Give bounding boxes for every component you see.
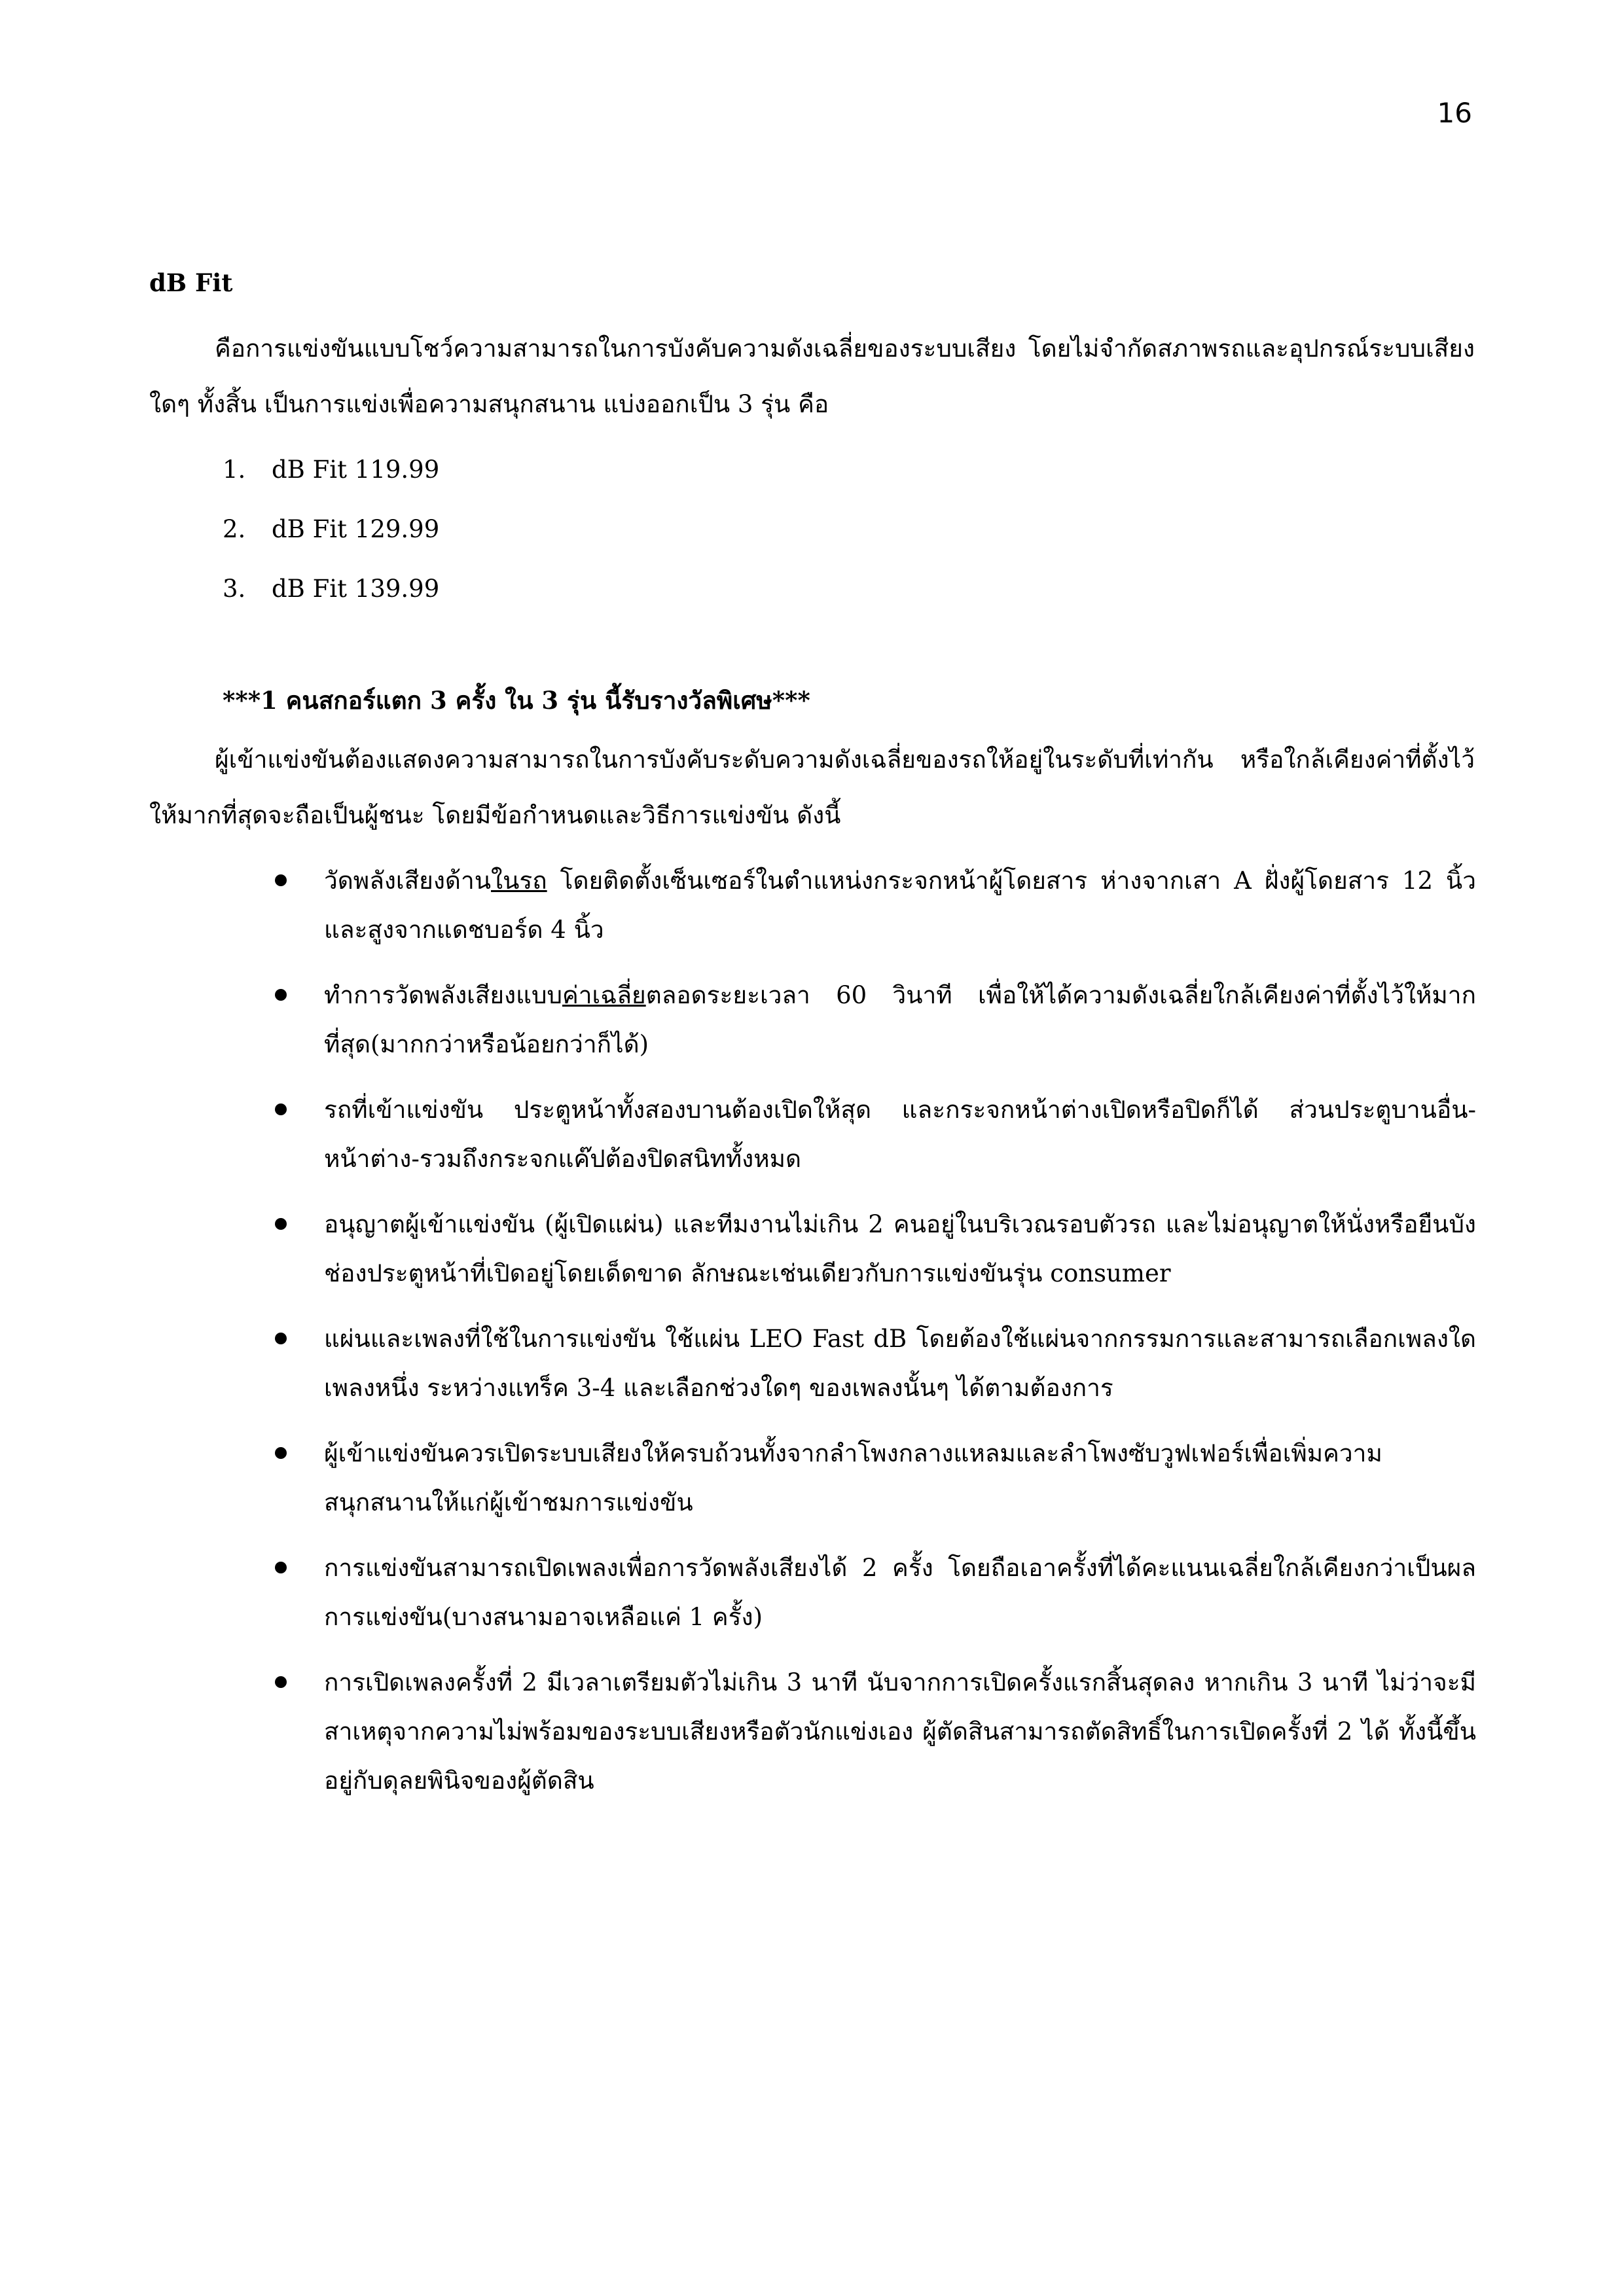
rule-item: การเปิดเพลงครั้งที่ 2 มีเวลาเตรียมตัวไม่เกิน 3 นาที นับจากการเปิดครั้งแรกสิ้นสุดลง หากเกิน 3 นาที ไม่ว่าจะมีสาเหตุจากความไม่พร้อมของระบบเสียงหรือตัวนักแข่งเอง ผู้ตัดสินสามารถตัดสิทธิ์ในการเปิดครั้งที่ 2 ได้ ทั้งนี้ขึ้นอยู่กับดุลยพินิจของผู้ตัดสิน [275,1658,1476,1805]
bullet-icon [275,874,287,886]
list-item [223,440,439,499]
rule-item: แผ่นและเพลงที่ใช้ในการแข่งขัน ใช้แผ่น LEO Fast dB โดยต้องใช้แผ่นจากกรรมการและสามารถเลือกเพลงใดเพลงหนึ่ง ระหว่างแทร็ค 3-4 และเลือกช่วงใดๆ ของเพลงนั้นๆ ได้ตามต้องการ [275,1314,1476,1412]
rule-item: วัดพลังเสียงด้านในรถ โดยติดตั้งเซ็นเซอร์ในตำแหน่งกระจกหน้าผู้โดยสาร ห่างจากเสา A ฝั่งผู้โดยสาร 12 นิ้ว และสูงจากแดชบอร์ด 4 นิ้ว [275,856,1476,954]
list-item [223,559,439,619]
bullet-icon [275,1447,287,1459]
class-label: dB Fit 119.99 [272,456,440,484]
list-number: 1. [223,456,246,484]
bullet-icon [275,1103,287,1115]
bullet-icon [275,1562,287,1573]
intro-paragraph: คือการแข่งขันแบบโชว์ความสามารถในการบังคับความดังเฉลี่ยของระบบเสียง โดยไม่จำกัดสภาพรถและอุปกรณ์ระบบเสียงใดๆ ทั้งสิ้น เป็นการแข่งเพื่อความสนุกสนาน แบ่งออกเป็น 3 รุ่น คือ [149,334,1475,418]
bullet-icon [275,1218,287,1230]
class-list [223,440,439,619]
rule-item: ทำการวัดพลังเสียงแบบค่าเฉลี่ยตลอดระยะเวลา 60 วินาที เพื่อให้ได้ความดังเฉลี่ยใกล้เคียงค่าที่ตั้งไว้ให้มากที่สุด(มากกว่าหรือน้อยกว่าก็ได้) [275,971,1476,1069]
list-number: 3. [223,575,246,603]
rule-item: รถที่เข้าแข่งขัน ประตูหน้าทั้งสองบานต้องเปิดให้สุด และกระจกหน้าต่างเปิดหรือปิดก็ได้ ส่วนประตูบานอื่น-หน้าต่าง-รวมถึงกระจกแค๊ปต้องปิดสนิททั้งหมด [275,1085,1476,1183]
list-item [223,499,439,559]
list-number: 2. [223,515,246,543]
rule-item: อนุญาตผู้เข้าแข่งขัน (ผู้เปิดแผ่น) และทีมงานไม่เกิน 2 คนอยู่ในบริเวณรอบตัวรถ และไม่อนุญาตให้นั่งหรือยืนบังช่องประตูหน้าที่เปิดอยู่โดยเด็ดขาด ลักษณะเช่นเดียวกับการแข่งขันรุ่น consumer [275,1200,1476,1298]
rule-item: การแข่งขันสามารถเปิดเพลงเพื่อการวัดพลังเสียงได้ 2 ครั้ง โดยถือเอาครั้งที่ได้คะแนนเฉลี่ยใกล้เคียงกว่าเป็นผลการแข่งขัน(บางสนามอาจเหลือแค่ 1 ครั้ง) [275,1543,1476,1641]
rules-intro-paragraph: ผู้เข้าแข่งขันต้องแสดงความสามารถในการบังคับระดับความดังเฉลี่ยของรถให้อยู่ในระดับที่เท่ากัน หรือใกล้เคียงค่าที่ตั้งไว้ให้มากที่สุดจะถือเป็นผู้ชนะ โดยมีข้อกำหนดและวิธีการแข่งขัน ดังนี้ [149,745,1475,829]
class-label: dB Fit 139.99 [272,575,440,603]
page-number: 16 [1437,97,1472,129]
class-label: dB Fit 129.99 [272,515,440,543]
section-heading: dB Fit [149,268,233,297]
bullet-icon [275,1333,287,1344]
special-award-note: ***1 คนสกอร์แตก 3 ครั้ง ใน 3 รุ่น นี้รับรางวัลพิเศษ*** [223,686,810,715]
bullet-icon [275,989,287,1001]
rules-list [275,856,1476,1821]
rule-item: ผู้เข้าแข่งขันควรเปิดระบบเสียงให้ครบถ้วนทั้งจากลำโพงกลางแหลมและลำโพงซับวูฟเฟอร์เพื่อเพิ่มความสนุกสนานให้แก่ผู้เข้าชมการแข่งขัน [275,1429,1476,1527]
bullet-icon [275,1676,287,1688]
